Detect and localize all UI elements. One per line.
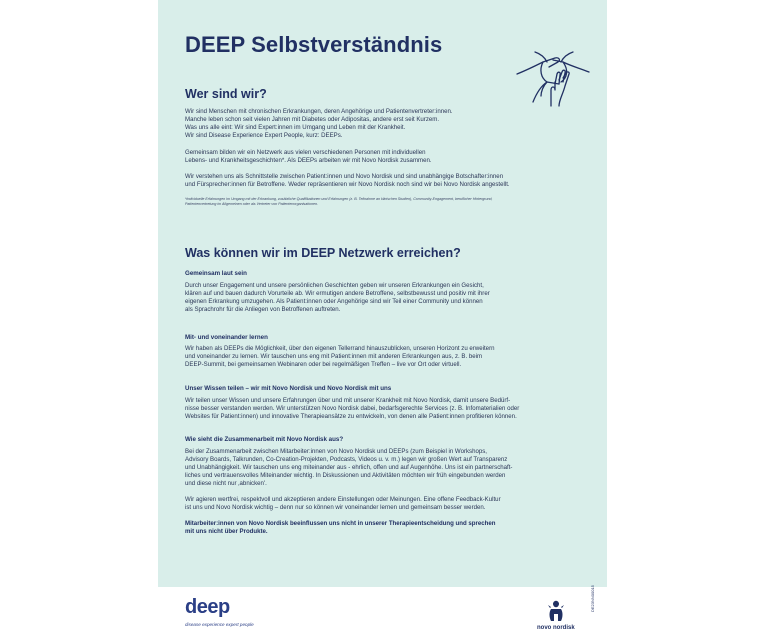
deep-logo: deep [185, 596, 230, 618]
paragraph-independence: Mitarbeiter:innen von Novo Nordisk beeinflussen uns nicht in unserer Therapieentscheidung und sprechen mit uns nicht über Produkte. [185, 520, 496, 536]
paragraph-who-3: Wir verstehen uns als Schnittstelle zwischen Patient:innen und Novo Nordisk und sind unabhängige Botschafter:innen und Fürsprecher:innen für Betroffene. Weder repräsentieren wir Novo Nordisk noch sind wir bei Novo Nordisk angestellt. [185, 173, 510, 189]
footnote: *Individuelle Erfahrungen im Umgang mit der Erkrankung, zusätzliche Qualifikationen und Erfahrungen (z. B. Teilnahme an klinischen Studien), Community-Engagement, beruflicher Hintergrund, Patientenvertretung im Allgemeinen oder als Vertreter von Patientenorganisationen. [185, 197, 493, 206]
subheading-collaboration: Wie sieht die Zusammenarbeit mit Novo Nordisk aus? [185, 436, 344, 443]
section-heading-who: Wer sind wir? [185, 87, 267, 101]
page-title: DEEP Selbstverständnis [185, 32, 443, 57]
subheading-share: Unser Wissen teilen – wir mit Novo Nordisk und Novo Nordisk mit uns [185, 385, 392, 392]
content-panel [158, 0, 607, 587]
paragraph-feedback: Wir agieren wertfrei, respektvoll und akzeptieren andere Einstellungen oder Meinungen. Eine offene Feedback-Kultur ist uns und Novo Nordisk wichtig – denn nur so können wir voneinander lernen und gemeinsam besser werden. [185, 496, 501, 512]
stacked-hands-icon [513, 44, 593, 108]
paragraph-share: Wir teilen unser Wissen und unsere Erfahrungen über und mit unserer Krankheit mit Novo Nordisk, damit unsere Bedürf- nisse besser verstanden werden. Wir unterstützen Novo Nordisk dabei, bedarfsgerechte Services (z. B. Infomaterialien oder Websites für Patient:innen) und innovative Therapieansätze zu entwickeln, von denen alle Patient:innen profitieren können. [185, 397, 520, 421]
paragraph-collaboration: Bei der Zusammenarbeit zwischen Mitarbeiter:innen von Novo Nordisk und DEEPs (zum Beispiel in Workshops, Advisory Boards, Talkrunden, Co-Creation-Projekten, Podcasts, Videos u. v. m.) legen wir großen Wert auf Transparenz und Unabhängigkeit. Wir tauschen uns eng miteinander aus - ehrlich, offen und auf Augenhöhe. Uns ist ein partnerschaft- liches und vertrauensvolles Miteinander wichtig. In Diskussionen und Aktivitäten möchten wir früh eingebunden werden und diese nicht nur ‚abnicken'. [185, 448, 513, 488]
paragraph-loud: Durch unser Engagement und unsere persönlichen Geschichten geben wir unseren Erkrankungen ein Gesicht, klären auf und bauen dadurch Vorurteile ab. Wir ermutigen andere Betroffene, selbstbewusst und positiv mit ihrer eigenen Erkrankung umzugehen. Als Patient:innen oder Angehörige sind wir Teil einer Community und können als Sprachrohr für die Anliegen von Betroffenen auftreten. [185, 282, 490, 314]
paragraph-learn: Wir haben als DEEPs die Möglichkeit, über den eigenen Tellerrand hinauszublicken, unseren Horizont zu erweitern und voneinander zu lernen. Wir tauschen uns eng mit Patient:innen mit anderen Erkrankungen aus, z. B. beim DEEP-Summit, bei gemeinsamen Webinaren oder bei regelmäßigen Treffen – live vor Ort oder virtuell. [185, 345, 495, 369]
subheading-learn: Mit- und voneinander lernen [185, 334, 268, 341]
paragraph-who-2: Gemeinsam bilden wir ein Netzwerk aus vielen verschiedenen Personen mit individuellen Lebens- und Krankheitsgeschichten*. Als DEEPs arbeiten wir mit Novo Nordisk zusammen. [185, 149, 432, 165]
document-code: DE23NN00015 [590, 585, 595, 612]
deep-logo-tagline: disease experience expert people [185, 622, 254, 627]
document-page [158, 0, 607, 644]
paragraph-who-1: Wir sind Menschen mit chronischen Erkrankungen, deren Angehörige und Patientenvertreter:innen. Manche leben schon seit vielen Jahren mit Diabetes oder Adipositas, andere erst seit Kurzem. Was uns alle eint: Wir sind Expert:innen im Umgang und Leben mit der Krankheit. Wir sind Disease Experience Expert People, kurz: DEEPs. [185, 108, 453, 140]
subheading-loud: Gemeinsam laut sein [185, 270, 247, 277]
novo-nordisk-bull-icon [546, 600, 566, 622]
section-heading-achieve: Was können wir im DEEP Netzwerk erreichen? [185, 246, 461, 260]
brand-name: novo nordisk [537, 625, 575, 631]
